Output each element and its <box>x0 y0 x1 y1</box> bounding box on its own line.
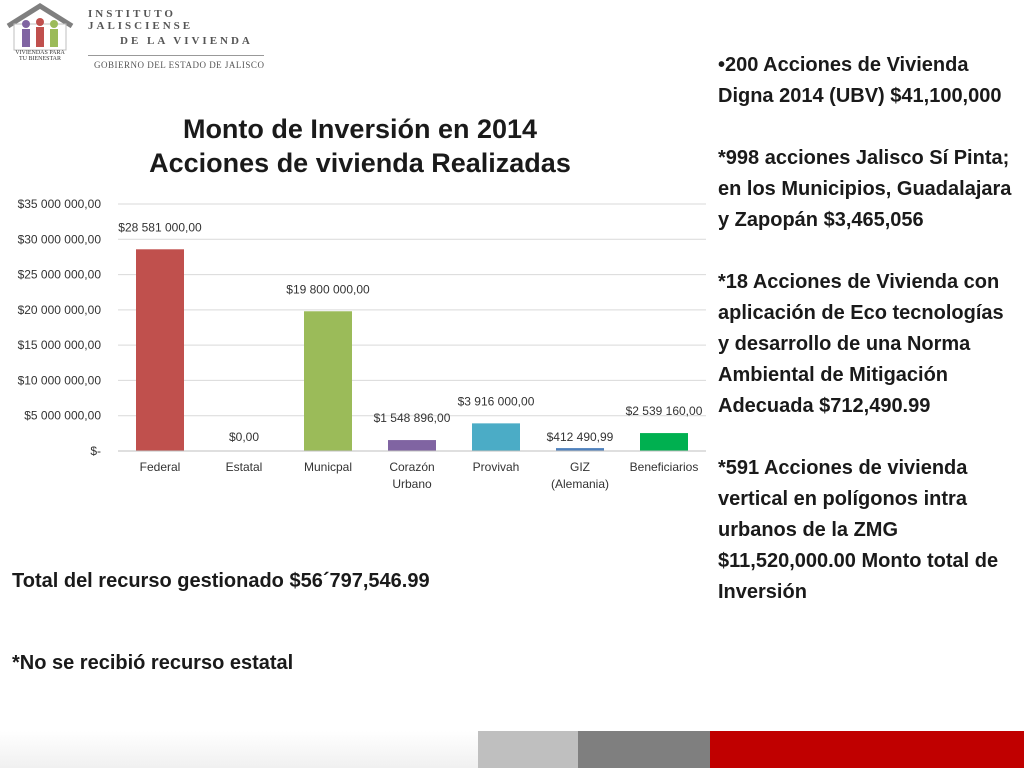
x-tick-label: Estatal <box>225 460 263 474</box>
chart-title <box>90 112 630 180</box>
y-tick-label: $25 000 000,00 <box>17 267 101 282</box>
data-label: $28 581 000,00 <box>118 220 202 235</box>
org-name-block <box>88 8 268 70</box>
bar-6 <box>640 433 688 451</box>
x-tick-label: Federal <box>139 460 181 474</box>
x-tick-label: Corazón <box>389 460 435 474</box>
logo-caption-line2: TU BIENESTAR <box>18 56 62 62</box>
y-tick-label: $30 000 000,00 <box>17 232 101 247</box>
bar-2 <box>304 311 352 451</box>
y-tick-label: $15 000 000,00 <box>17 338 101 353</box>
footer-segment-red <box>710 731 1024 768</box>
data-label: $19 800 000,00 <box>286 282 370 297</box>
y-tick-label: $35 000 000,00 <box>17 197 101 211</box>
x-tick-label: GIZ <box>570 460 590 474</box>
state-resource-note: *No se recibió recurso estatal <box>12 652 294 674</box>
x-axis-ticks <box>140 460 699 491</box>
data-label: $412 490,99 <box>546 430 614 444</box>
bar-4 <box>472 423 520 451</box>
action-item-jalisco-si-pinta: *998 acciones Jalisco Sí Pinta; en los Municipios, Guadalajara y Zapopán $3,465,056 <box>718 147 1012 231</box>
data-label: $1 548 896,00 <box>373 411 451 426</box>
total-resource-text: Total del recurso gestionado $56´797,546.99 <box>12 570 430 592</box>
x-tick-label: Provivah <box>472 460 520 474</box>
data-label: $0,00 <box>228 430 260 444</box>
action-item-vertical-housing: *591 Acciones de vivienda vertical en polígonos intra urbanos de la ZMG $11,520,000.00 Monto total de Inversión <box>718 457 999 603</box>
actions-summary-panel <box>718 50 1018 639</box>
action-item-ubv: •200 Acciones de Vivienda Digna 2014 (UBV) $41,100,000 <box>718 54 1002 107</box>
house-family-icon <box>4 2 76 52</box>
footer-decorative-bar <box>0 731 1024 768</box>
y-tick-label: $10 000 000,00 <box>17 373 101 388</box>
org-government-line: GOBIERNO DEL ESTADO DE JALISCO <box>94 60 265 70</box>
x-tick-label: (Alemania) <box>550 477 610 491</box>
x-tick-label: Municpal <box>303 460 353 474</box>
action-item-eco-tech: *18 Acciones de Vivienda con aplicación de Eco tecnologías y desarrollo de una Norma Ambiental de Mitigación Adecuada $712,490.99 <box>718 271 1004 417</box>
x-tick-label: Urbano <box>392 477 432 491</box>
chart-title-line1: Monto de Inversión en 2014 <box>182 114 538 144</box>
logo-caption-line1: VIVIENDAS PARA <box>15 50 65 56</box>
logo-caption <box>6 50 74 62</box>
x-tick-label: Beneficiarios <box>629 460 699 474</box>
org-name-line1: INSTITUTO JALISCIENSE <box>88 8 194 32</box>
bar-3 <box>388 440 436 451</box>
y-tick-label: $5 000 000,00 <box>24 408 101 423</box>
investment-bar-chart <box>0 190 720 500</box>
org-name-line2: DE LA VIVIENDA <box>120 35 253 47</box>
footer-segment-dark-gray <box>578 731 710 768</box>
footer-segment-white <box>0 731 478 768</box>
chart-title-line2: Acciones de vivienda Realizadas <box>149 148 571 178</box>
data-label: $3 916 000,00 <box>457 394 535 409</box>
bar-0 <box>136 249 184 451</box>
y-tick-label: $20 000 000,00 <box>17 302 101 317</box>
org-divider <box>88 55 264 56</box>
y-axis-ticks <box>18 197 102 458</box>
data-label: $2 539 160,00 <box>625 404 703 419</box>
data-labels <box>118 220 702 444</box>
y-tick-label: $- <box>90 444 101 458</box>
footer-segment-light-gray <box>478 731 578 768</box>
